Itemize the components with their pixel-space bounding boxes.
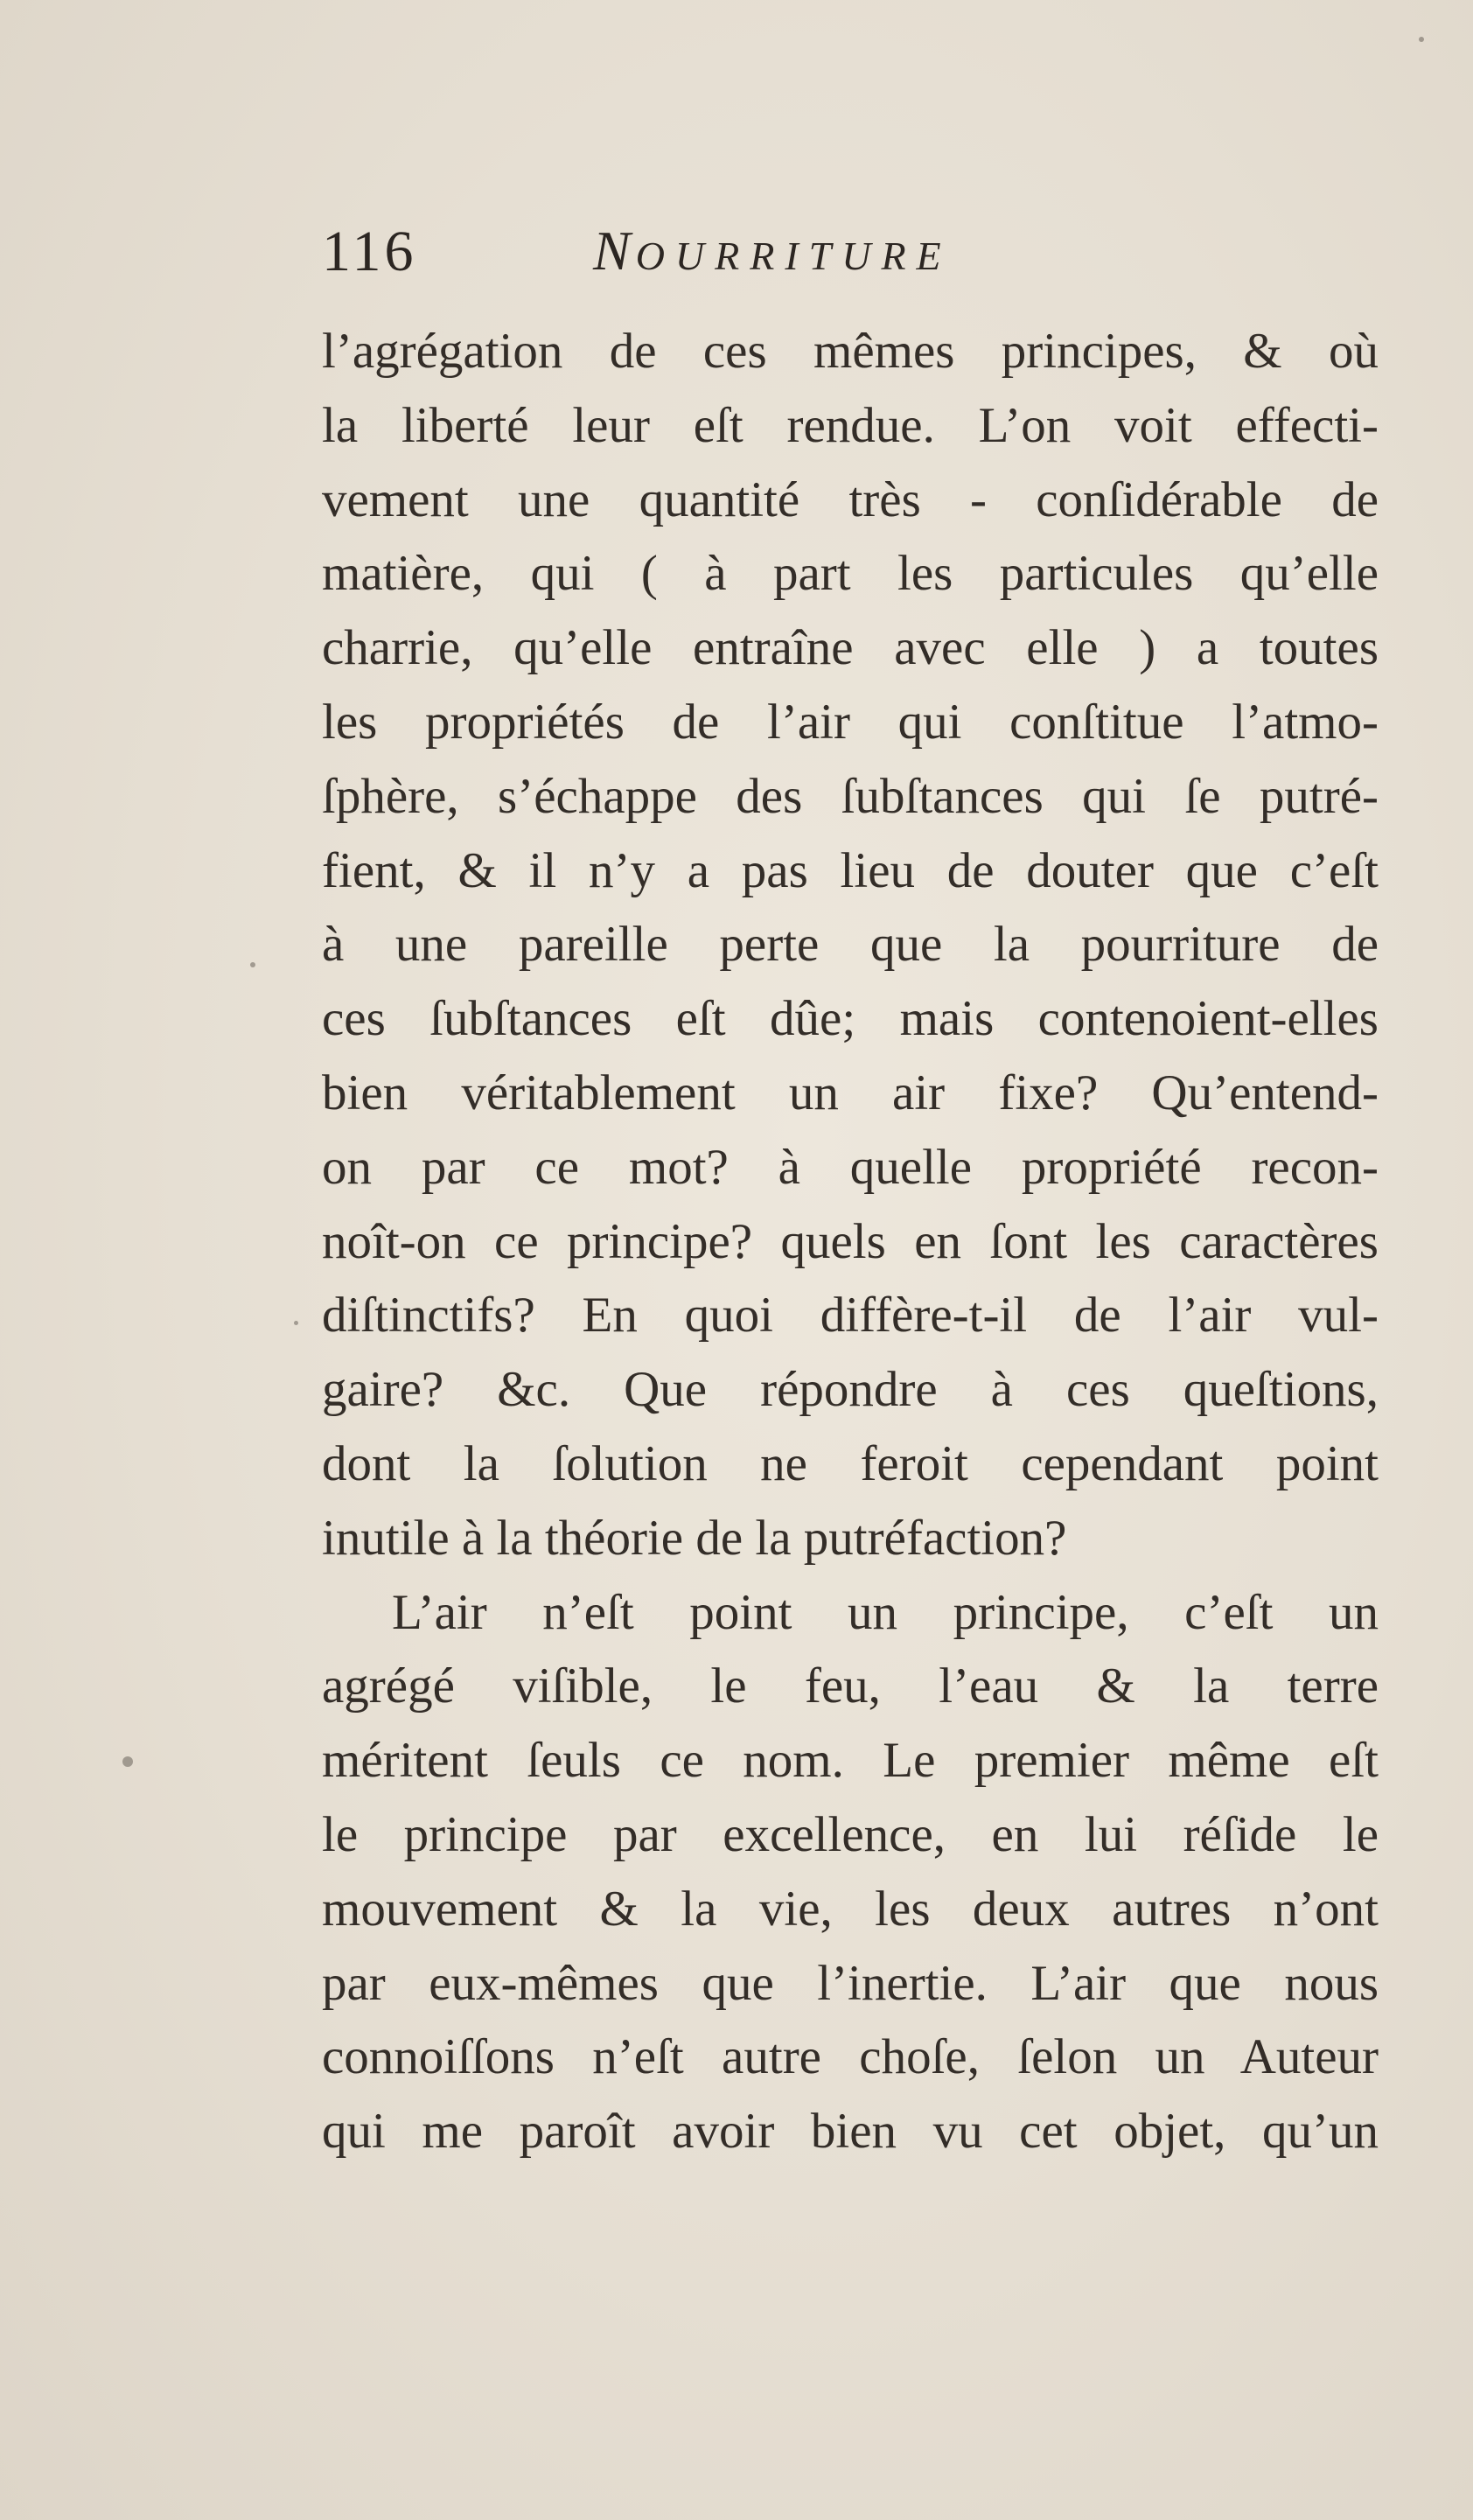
- text-line: on par ce mot? à quelle propriété recon-: [322, 1139, 1379, 1195]
- text-line: connoiſſons n’eſt autre choſe, ſelon un Auteur: [322, 2029, 1379, 2085]
- text-line: à une pareille perte que la pourriture de: [322, 917, 1379, 973]
- paragraph-first-line: L’air n’eſt point un principe, c’eſt un: [392, 1584, 1379, 1640]
- text-line: matière, qui ( à part les particules qu’elle: [322, 546, 1379, 602]
- text-line: gaire? &c. Que répondre à ces queſtions,: [322, 1362, 1379, 1418]
- paper-speck: [1419, 37, 1424, 42]
- text-line: méritent ſeuls ce nom. Le premier même eſt: [322, 1733, 1379, 1789]
- text-line: le principe par excellence, en lui réſide le: [322, 1806, 1379, 1862]
- text-line: ſphère, s’échappe des ſubſtances qui ſe putré-: [322, 768, 1379, 824]
- text-line: qui me paroît avoir bien vu cet objet, qu’un: [322, 2104, 1379, 2160]
- running-head: [593, 219, 952, 283]
- text-line: inutile à la théorie de la putréfaction?: [322, 1510, 1067, 1566]
- text-line: diſtinctifs? En quoi diffère-t-il de l’air vul-: [322, 1288, 1379, 1344]
- text-line: bien véritablement un air fixe? Qu’entend-: [322, 1065, 1379, 1120]
- text-line: dont la ſolution ne feroit cependant point: [322, 1435, 1379, 1491]
- running-head-rest: OURRITURE: [635, 234, 952, 278]
- text-line: vement une quantité très - conſidérable de: [322, 471, 1379, 527]
- text-line: l’agrégation de ces mêmes principes, & où: [322, 324, 1379, 379]
- body-text: [322, 315, 1379, 2169]
- running-head-initial: N: [593, 220, 636, 282]
- page-header: [322, 219, 1407, 297]
- paper-speck: [250, 962, 255, 967]
- text-line: noît-on ce principe? quels en ſont les caractères: [322, 1213, 1379, 1269]
- text-line: les propriétés de l’air qui conſtitue l’atmo-: [322, 694, 1379, 750]
- text-line: charrie, qu’elle entraîne avec elle ) a toutes: [322, 620, 1379, 676]
- paper-speck: [122, 1756, 133, 1767]
- text-line: fient, & il n’y a pas lieu de douter que c’eſt: [322, 842, 1379, 898]
- page-number: 116: [322, 220, 417, 283]
- paper-speck: [294, 1321, 298, 1325]
- text-line: ces ſubſtances eſt dûe; mais contenoient-elles: [322, 991, 1379, 1047]
- text-line: la liberté leur eſt rendue. L’on voit effecti-: [322, 397, 1379, 453]
- text-line: par eux-mêmes que l’inertie. L’air que nous: [322, 1955, 1379, 2011]
- text-line: agrégé viſible, le feu, l’eau & la terre: [322, 1658, 1379, 1714]
- text-line: mouvement & la vie, les deux autres n’ont: [322, 1881, 1379, 1937]
